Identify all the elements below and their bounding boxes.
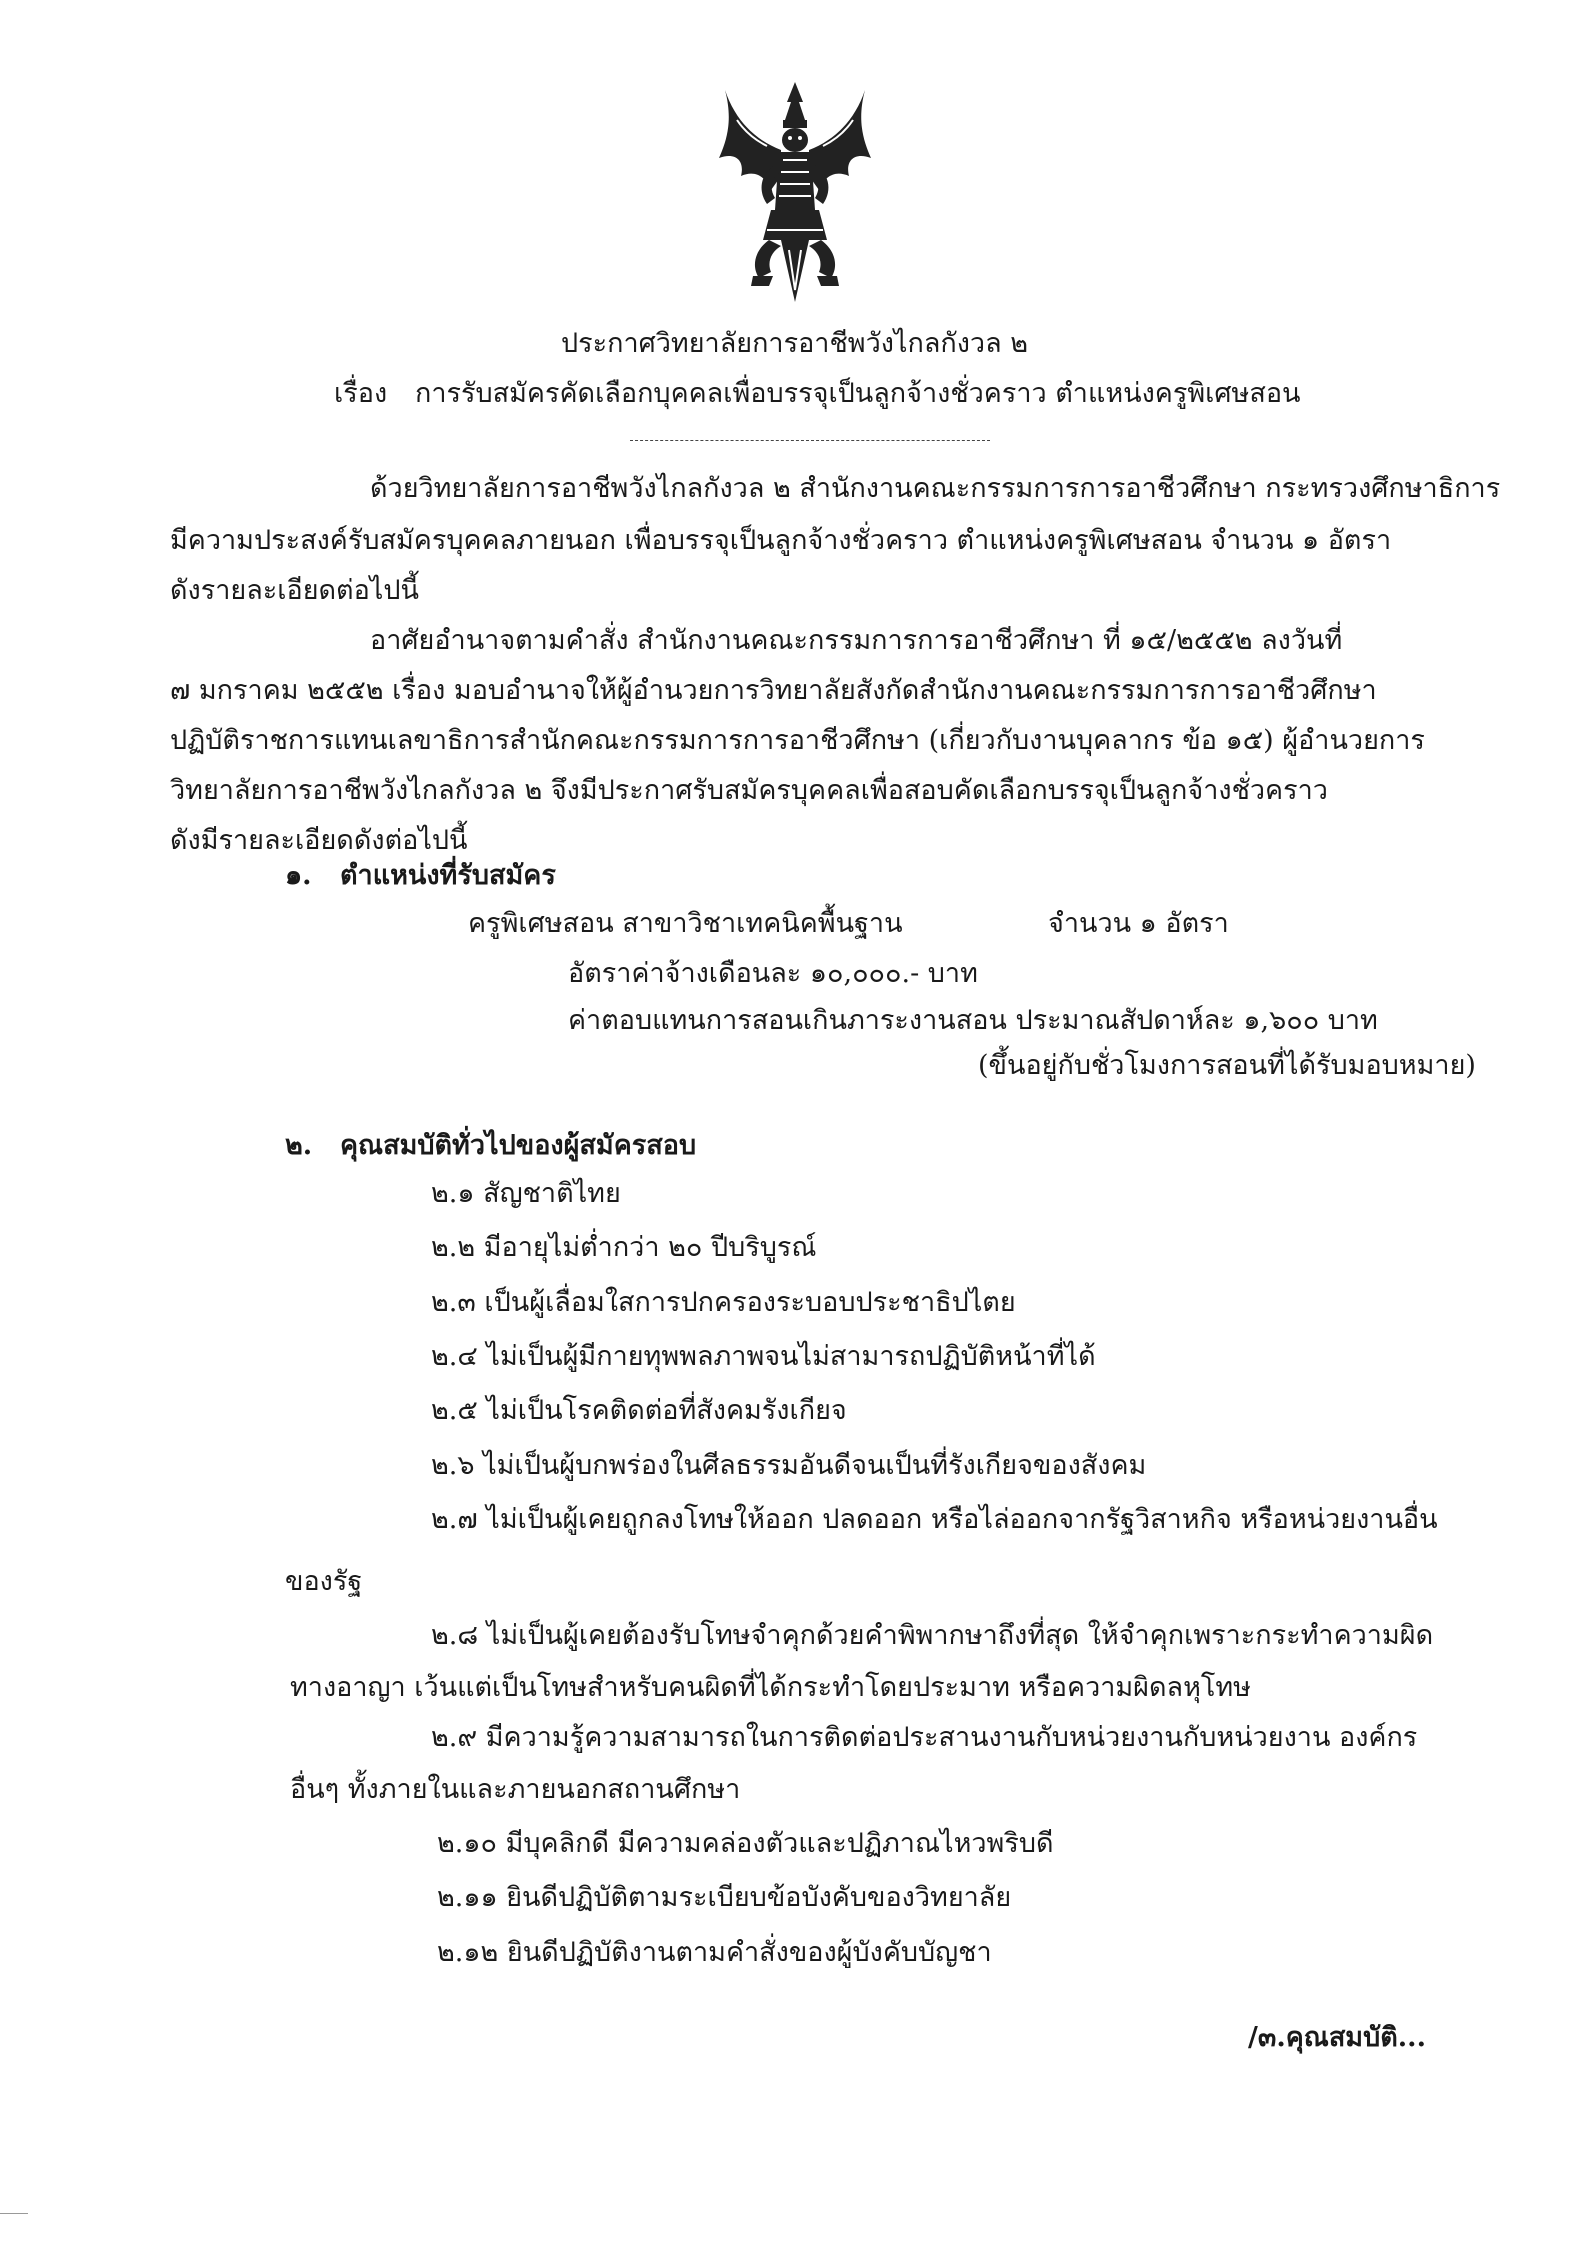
title-divider bbox=[630, 440, 990, 441]
qualification-item: ๒.๔ ไม่เป็นผู้มีกายทุพพลภาพจนไม่สามารถปฏิบัติหน้าที่ได้ bbox=[431, 1341, 1096, 1372]
announcement-title: ประกาศวิทยาลัยการอาชีพวังไกลกังวล ๒ bbox=[560, 328, 1029, 359]
qualification-item: ๒.๑๒ ยินดีปฏิบัติงานตามคำสั่งของผู้บังคับบัญชา bbox=[437, 1937, 992, 1968]
section-1-heading: ตำแหน่งที่รับสมัคร bbox=[340, 860, 556, 891]
qualification-item: ๒.๙ มีความรู้ความสามารถในการติดต่อประสานงานกับหน่วยงานกับหน่วยงาน องค์กร bbox=[431, 1722, 1418, 1753]
intro-paragraph-2-line-2: ๗ มกราคม ๒๕๕๒ เรื่อง มอบอำนาจให้ผู้อำนวยการวิทยาลัยสังกัดสำนักงานคณะกรรมการการอาชีวศึกษา bbox=[170, 675, 1377, 706]
qualification-item: ๒.๑๑ ยินดีปฏิบัติตามระเบียบข้อบังคับของวิทยาลัย bbox=[437, 1882, 1012, 1913]
section-2-number: ๒. bbox=[285, 1130, 313, 1161]
intro-paragraph-1-line-1: ด้วยวิทยาลัยการอาชีพวังไกลกังวล ๒ สำนักงานคณะกรรมการการอาชีวศึกษา กระทรวงศึกษาธิการ bbox=[370, 473, 1501, 504]
qualification-item: ๒.๑๐ มีบุคลิกดี มีความคล่องตัวและปฏิภาณไหวพริบดี bbox=[437, 1828, 1054, 1859]
qualification-item-continuation: อื่นๆ ทั้งภายในและภายนอกสถานศึกษา bbox=[290, 1774, 741, 1805]
qualification-item: ๒.๒ มีอายุไม่ต่ำกว่า ๒๐ ปีบริบูรณ์ bbox=[431, 1232, 817, 1263]
qualification-item: ๒.๕ ไม่เป็นโรคติดต่อที่สังคมรังเกียจ bbox=[431, 1395, 847, 1426]
qualification-item: ๒.๖ ไม่เป็นผู้บกพร่องในศีลธรรมอันดีจนเป็นที่รังเกียจของสังคม bbox=[431, 1450, 1147, 1481]
qualification-item: ๒.๗ ไม่เป็นผู้เคยถูกลงโทษให้ออก ปลดออก หรือไล่ออกจากรัฐวิสาหกิจ หรือหน่วยงานอื่น bbox=[431, 1504, 1438, 1535]
overtime-pay: ค่าตอบแทนการสอนเกินภาระงานสอน ประมาณสัปดาห์ละ ๑,๖๐๐ บาท bbox=[568, 1005, 1378, 1036]
intro-paragraph-2-line-4: วิทยาลัยการอาชีพวังไกลกังวล ๒ จึงมีประกาศรับสมัครบุคคลเพื่อสอบคัดเลือกบรรจุเป็นลูกจ้างชั่วคราว bbox=[170, 775, 1328, 806]
garuda-emblem bbox=[715, 80, 875, 305]
salary-rate: อัตราค่าจ้างเดือนละ ๑๐,๐๐๐.- บาท bbox=[568, 958, 978, 989]
scan-edge-line bbox=[0, 2213, 28, 2214]
qualification-item-continuation: ของรัฐ bbox=[285, 1566, 363, 1597]
intro-paragraph-2-line-1: อาศัยอำนาจตามคำสั่ง สำนักงานคณะกรรมการการอาชีวศึกษา ที่ ๑๕/๒๕๕๒ ลงวันที่ bbox=[370, 625, 1343, 656]
qualification-item: ๒.๓ เป็นผู้เลื่อมใสการปกครองระบอบประชาธิปไตย bbox=[431, 1287, 1016, 1318]
intro-paragraph-2-line-3: ปฏิบัติราชการแทนเลขาธิการสำนักคณะกรรมการการอาชีวศึกษา (เกี่ยวกับงานบุคลากร ข้อ ๑๕) ผู้อำนวยการ bbox=[170, 725, 1425, 756]
intro-paragraph-1-line-2: มีความประสงค์รับสมัครบุคคลภายนอก เพื่อบรรจุเป็นลูกจ้างชั่วคราว ตำแหน่งครูพิเศษสอน จำนวน ๑ อัตรา bbox=[170, 525, 1392, 556]
continuation-marker: /๓.คุณสมบัติ... bbox=[1248, 2022, 1426, 2053]
intro-paragraph-2-line-5: ดังมีรายละเอียดดังต่อไปนี้ bbox=[170, 825, 468, 856]
section-1-number: ๑. bbox=[285, 860, 312, 891]
position-name: ครูพิเศษสอน สาขาวิชาเทคนิคพื้นฐาน bbox=[468, 908, 903, 939]
section-2-heading: คุณสมบัติทั่วไปของผู้สมัครสอบ bbox=[340, 1130, 697, 1161]
intro-paragraph-1-line-3: ดังรายละเอียดต่อไปนี้ bbox=[170, 575, 419, 606]
qualification-item-continuation: ทางอาญา เว้นแต่เป็นโทษสำหรับคนผิดที่ได้กระทำโดยประมาท หรือความผิดลหุโทษ bbox=[290, 1672, 1251, 1703]
announcement-subject: การรับสมัครคัดเลือกบุคคลเพื่อบรรจุเป็นลูกจ้างชั่วคราว ตำแหน่งครูพิเศษสอน bbox=[415, 378, 1301, 409]
subject-label: เรื่อง bbox=[334, 378, 388, 409]
overtime-note: (ขึ้นอยู่กับชั่วโมงการสอนที่ได้รับมอบหมาย) bbox=[978, 1050, 1476, 1081]
position-count: จำนวน ๑ อัตรา bbox=[1048, 908, 1229, 939]
qualification-item: ๒.๘ ไม่เป็นผู้เคยต้องรับโทษจำคุกด้วยคำพิพากษาถึงที่สุด ให้จำคุกเพราะกระทำความผิด bbox=[431, 1620, 1434, 1651]
qualification-item: ๒.๑ สัญชาติไทย bbox=[431, 1178, 621, 1209]
